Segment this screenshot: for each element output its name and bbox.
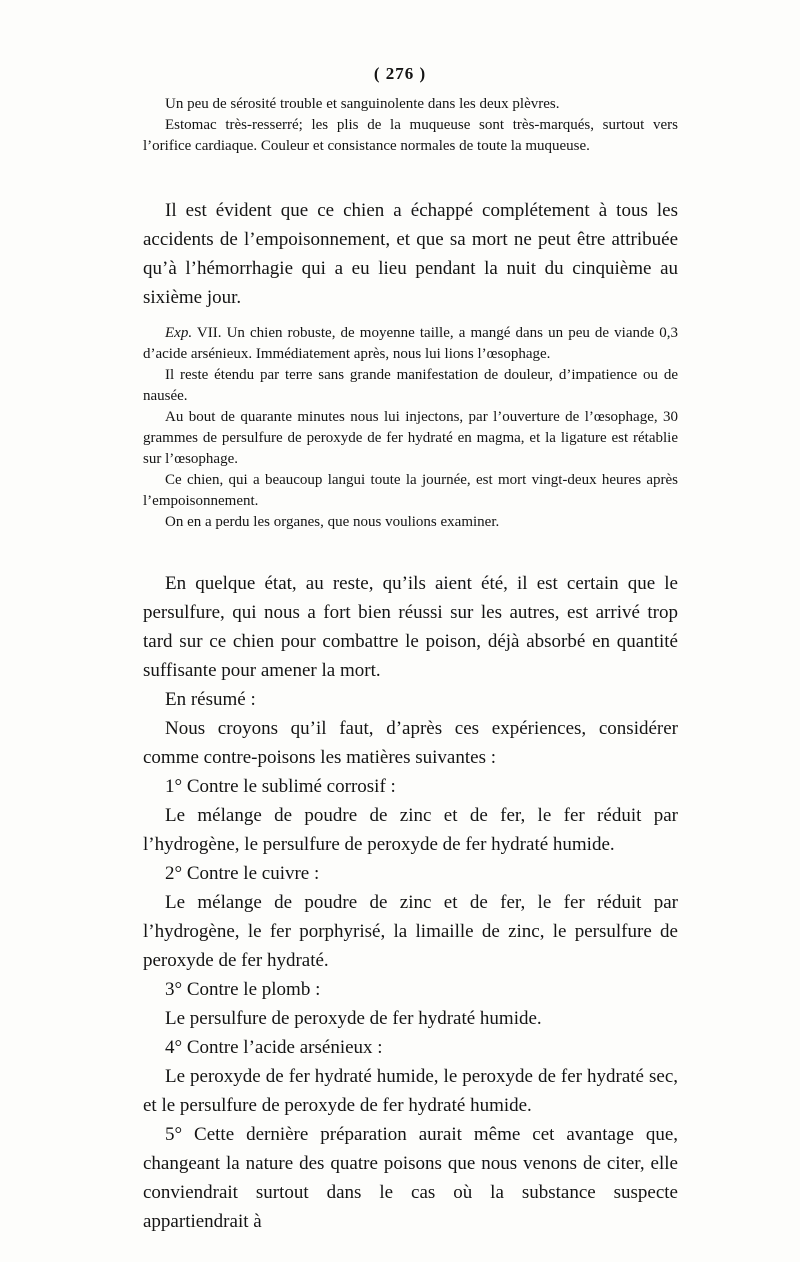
antidote-text-4: Le peroxyde de fer hydraté humide, le peroxyde de fer hydraté sec, et le persulfure de peroxyde de fer hydraté humide. <box>143 1066 678 1116</box>
experiment-opening-text: VII. Un chien robuste, de moyenne taille, a mangé dans un peu de viande 0,3 d’acide arsénieux. Immédiatement après, nous lui lions l’œsophage. <box>143 325 679 362</box>
stomach-note: Estomac très-resserré; les plis de la muqueuse sont très-marqués, surtout vers l’orifice cardiaque. Couleur et consistance normales de toute la muqueuse. <box>143 117 678 154</box>
antidote-text-3: Le persulfure de peroxyde de fer hydraté humide. <box>165 1008 542 1029</box>
summary-heading: En résumé : <box>165 689 256 710</box>
conclusion-paragraph: Nous croyons qu’il faut, d’après ces expériences, considérer comme contre-poisons les matières suivantes : <box>143 718 678 768</box>
antidote-heading-4: 4° Contre l’acide arsénieux : <box>165 1037 383 1058</box>
antidote-heading-2: 2° Contre le cuivre : <box>165 863 320 884</box>
evident-block <box>143 196 678 312</box>
conclusion-block <box>143 569 678 1236</box>
pleura-note: Un peu de sérosité trouble et sanguinolente dans les deux plèvres. <box>165 96 560 112</box>
conclusion-paragraph: En quelque état, au reste, qu’ils aient été, il est certain que le persulfure, qui nous a fort bien réussi sur les autres, est arrivé trop tard sur ce chien pour combattre le poison, déjà absorbé en quantité suffisante pour amener la mort. <box>143 573 678 681</box>
antidote-heading-3: 3° Contre le plomb : <box>165 979 321 1000</box>
experiment-opening <box>143 323 678 365</box>
antidote-text-2: Le mélange de poudre de zinc et de fer, le fer réduit par l’hydrogène, le fer porphyrisé, la limaille de zinc, le persulfure de peroxyde de fer hydraté. <box>143 892 678 971</box>
experiment-vii <box>143 323 678 533</box>
autopsy-notes <box>143 94 678 157</box>
evident-paragraph: Il est évident que ce chien a échappé complétement à tous les accidents de l’empoisonnement, et que sa mort ne peut être attribuée qu’à l’hémorrhagie qui a eu lieu pendant la nuit du cinquième au sixième jour. <box>143 200 678 308</box>
antidote-text-5: 5° Cette dernière préparation aurait même cet avantage que, changeant la nature des quatre poisons que nous venons de citer, elle conviendrait surtout dans le cas où la substance suspecte appartiendrait à <box>143 1124 678 1232</box>
antidote-heading-1: 1° Contre le sublimé corrosif : <box>165 776 396 797</box>
antidote-text-1: Le mélange de poudre de zinc et de fer, le fer réduit par l’hydrogène, le persulfure de peroxyde de fer hydraté humide. <box>143 805 678 855</box>
experiment-paragraph: Il reste étendu par terre sans grande manifestation de douleur, d’impatience ou de nausée. <box>143 367 678 404</box>
experiment-label: Exp. <box>165 325 193 341</box>
experiment-paragraph: On en a perdu les organes, que nous voulions examiner. <box>165 514 500 530</box>
page-number: ( 276 ) <box>373 64 427 83</box>
experiment-paragraph: Au bout de quarante minutes nous lui injectons, par l’ouverture de l’œsophage, 30 grammes de persulfure de peroxyde de fer hydraté en magma, et la ligature est rétablie sur l’œsophage. <box>143 409 678 467</box>
experiment-paragraph: Ce chien, qui a beaucoup langui toute la journée, est mort vingt-deux heures après l’empoisonnement. <box>143 472 678 509</box>
